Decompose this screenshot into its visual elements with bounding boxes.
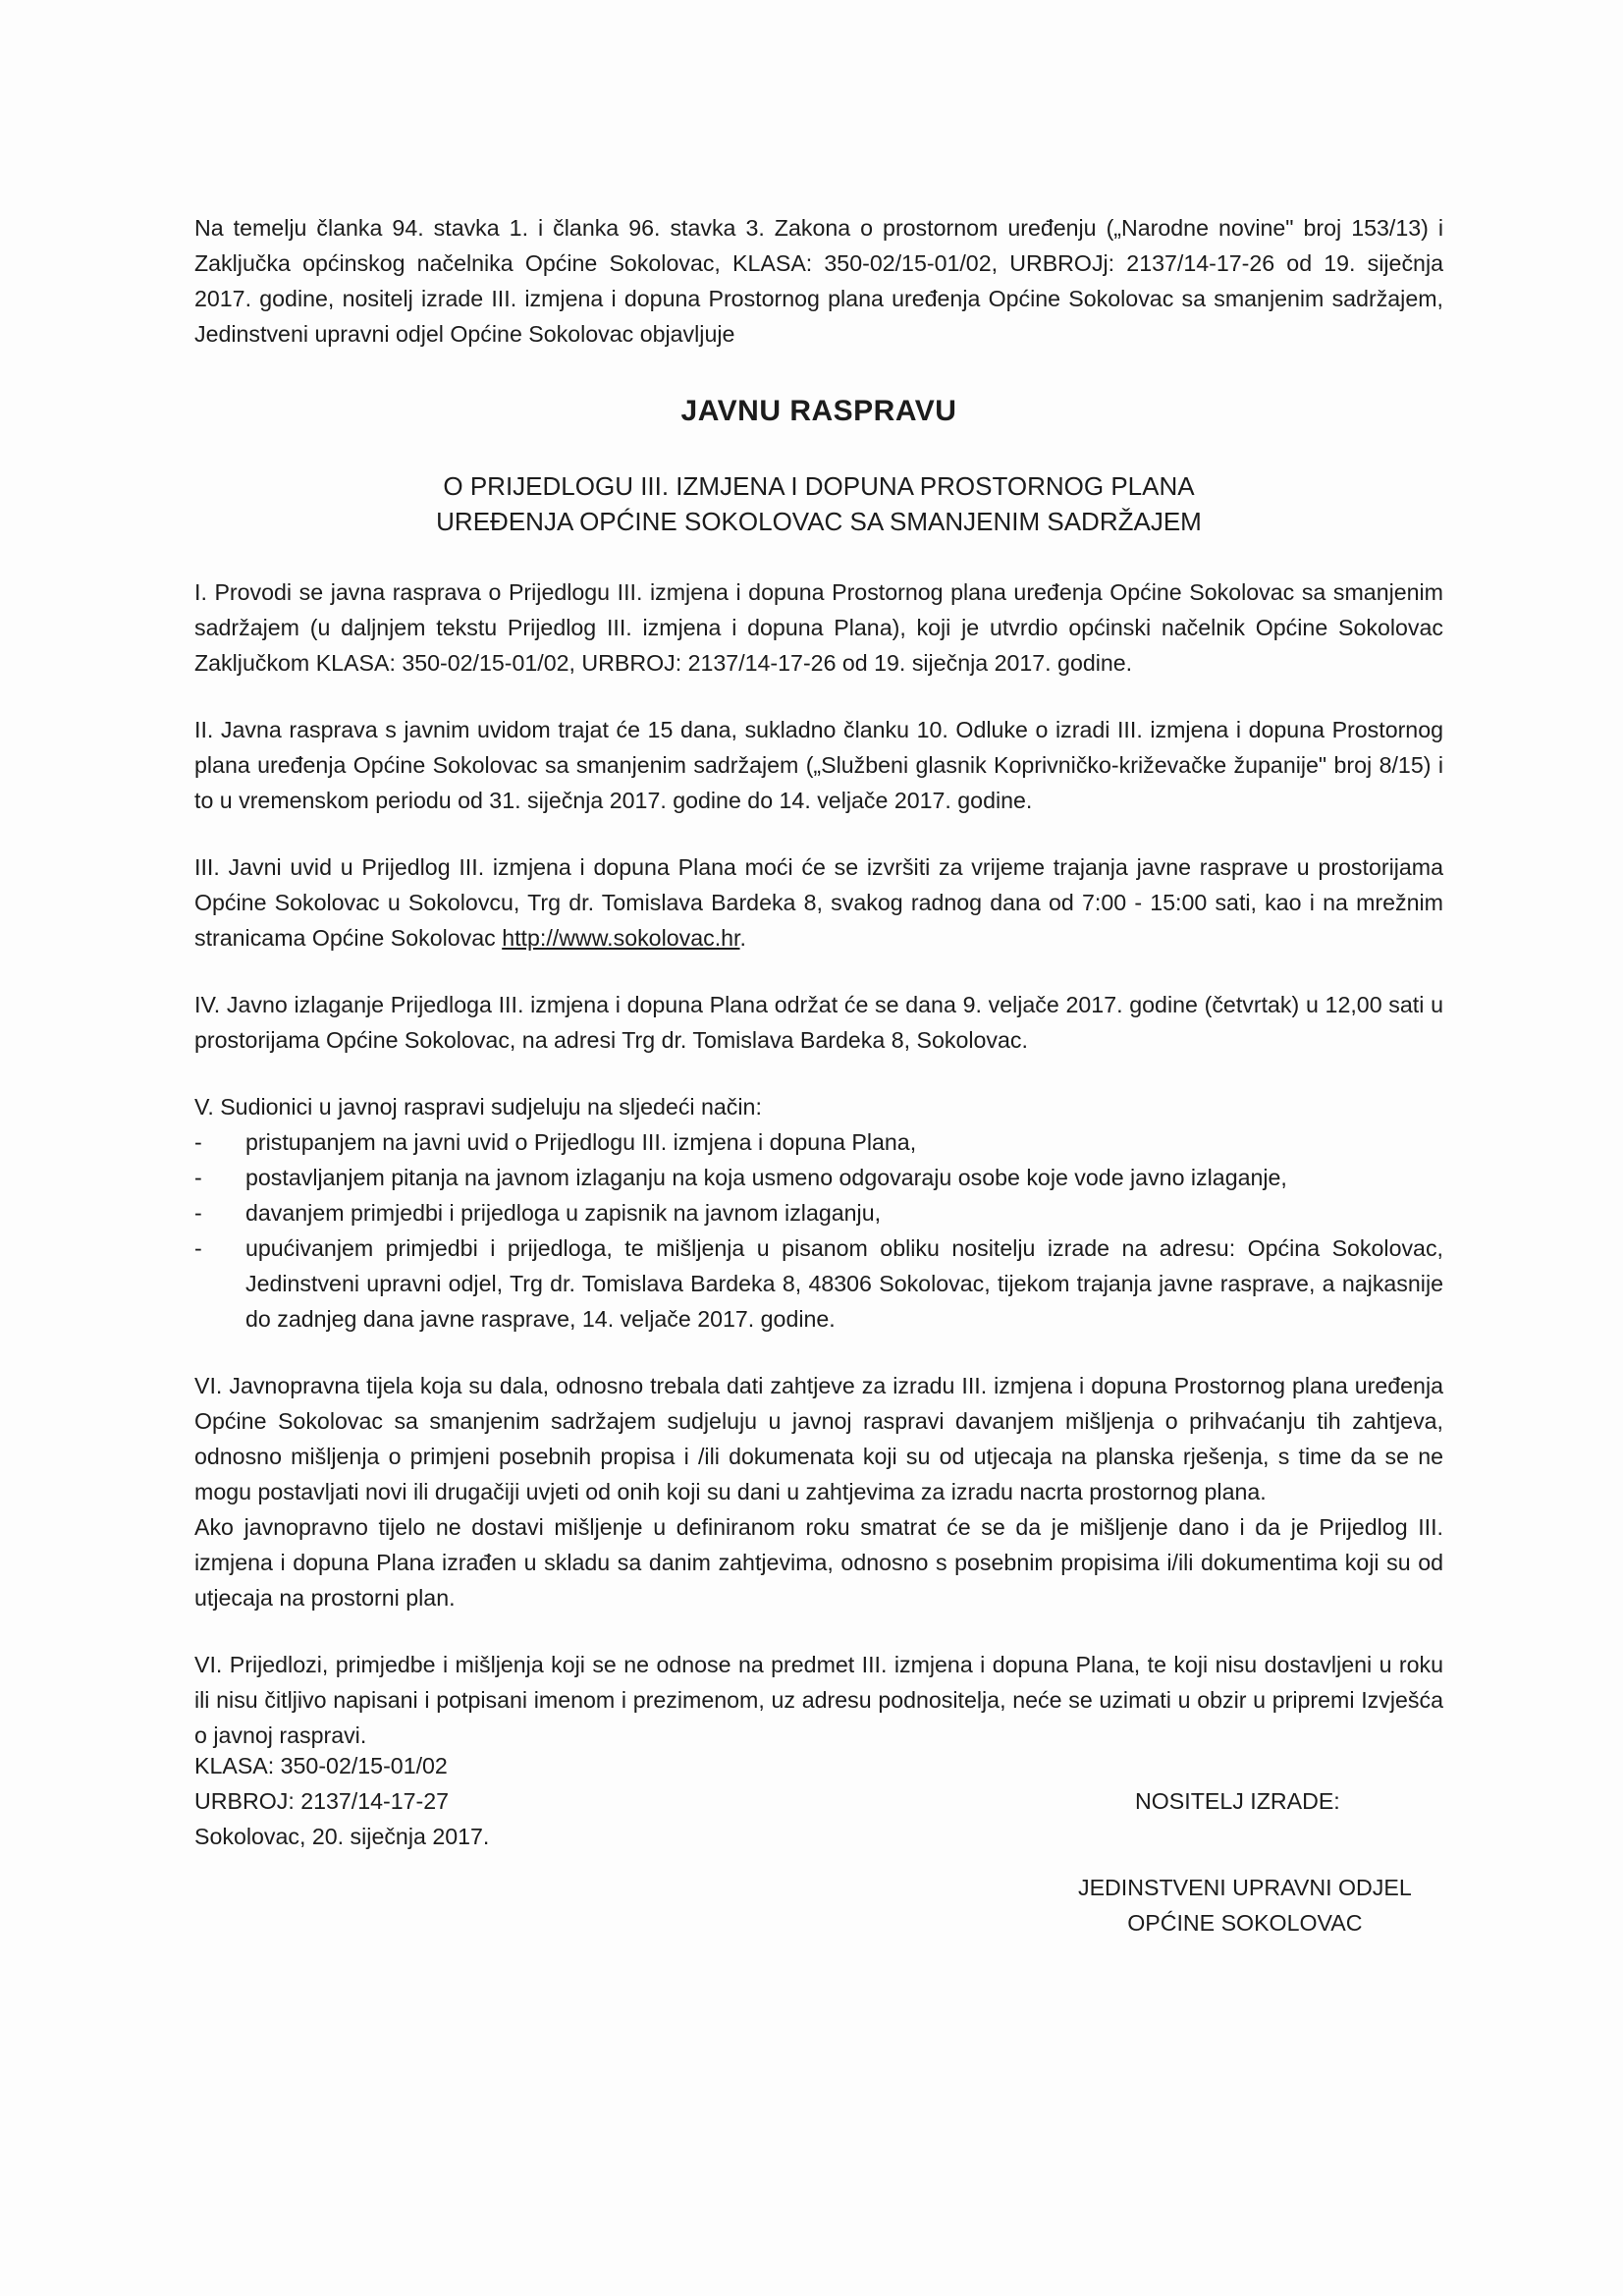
issuer-line-2: OPĆINE SOKOLOVAC — [1127, 1910, 1363, 1936]
subtitle-line-1: O PRIJEDLOGU III. IZMJENA I DOPUNA PROSTORNOG PLANA — [443, 471, 1195, 501]
list-item — [194, 1124, 1443, 1160]
list-item — [194, 1195, 1443, 1230]
section-6 — [194, 1368, 1443, 1615]
intro-paragraph: Na temelju članka 94. stavka 1. i članka 96. stavka 3. Zakona o prostornom uređenju („Narodne novine" broj 153/13) i Zaključka općinskog načelnika Općine Sokolovac, KLASA: 350-02/15-01/02, URBROJj: 2137/14-17-26 od 19. siječnja 2017. godine, nositelj izrade III. izmjena i dopuna Prostornog plana uređenja Općine Sokolovac sa smanjenim sadržajem, Jedinstveni upravni odjel Općine Sokolovac objavljuje — [194, 215, 1443, 347]
list-item — [194, 1160, 1443, 1195]
website-link[interactable]: http://www.sokolovac.hr — [502, 925, 740, 951]
issuer-block — [1078, 1870, 1412, 1941]
list-item — [194, 1230, 1443, 1337]
document-body — [194, 210, 1443, 1784]
list-dash: - — [194, 1165, 202, 1190]
section-2: II. Javna rasprava s javnim uvidom trajat će 15 dana, sukladno članku 10. Odluke o izradi III. izmjena i dopuna Prostornog plana uređenja Općine Sokolovac sa smanjenim sadržajem („Službeni glasnik Koprivničko-križevačke županije" broj 8/15) i to u vremenskom periodu od 31. siječnja 2017. godine do 14. veljače 2017. godine. — [194, 717, 1443, 813]
list-item-text: davanjem primjedbi i prijedloga u zapisnik na javnom izlaganju, — [245, 1200, 882, 1226]
list-dash: - — [194, 1235, 202, 1261]
section-6-paragraph-2: Ako javnopravno tijelo ne dostavi mišljenje u definiranom roku smatrat će se da je mišljenje dano i da je Prijedlog III. izmjena i dopuna Plana izrađen u skladu sa danim zahtjevima, odnosno s posebnim propisima i/ili dokumentima koji su od utjecaja na prostorni plan. — [194, 1514, 1443, 1611]
list-dash: - — [194, 1200, 202, 1226]
list-item-text: postavljanjem pitanja na javnom izlaganju na koja usmeno odgovaraju osobe koje vode javno izlaganje, — [245, 1165, 1287, 1190]
section-3 — [194, 849, 1443, 956]
issuer-label: NOSITELJ IZRADE: — [1135, 1788, 1340, 1814]
section-7: VI. Prijedlozi, primjedbe i mišljenja koji se ne odnose na predmet III. izmjena i dopuna Plana, te koji nisu dostavljeni u roku ili nisu čitljivo napisani i potpisani imenom i prezimenom, uz adresu podnositelja, neće se uzimati u obzir u pripremi Izvješća o javnoj raspravi. — [194, 1652, 1443, 1748]
list-dash: - — [194, 1129, 202, 1155]
section-6-paragraph-1: VI. Javnopravna tijela koja su dala, odnosno trebala dati zahtjeve za izradu III. izmjena i dopuna Prostornog plana uređenja Općine Sokolovac sa smanjenim sadržajem sudjeluju u javnoj raspravi davanjem mišljenja o prihvaćanju tih zahtjeva, odnosno mišljenja o primjeni posebnih propisa i /ili dokumenata koji su od utjecaja na planska rješenja, s time da se ne mogu postavljati novi ili drugačiji uvjeti od onih koji su dani u zahtjevima za izradu nacrta prostornog plana. — [194, 1373, 1443, 1504]
place-date-line: Sokolovac, 20. siječnja 2017. — [194, 1824, 490, 1849]
list-item-text: pristupanjem na javni uvid o Prijedlogu III. izmjena i dopuna Plana, — [245, 1129, 917, 1155]
issuer-line-1: JEDINSTVENI UPRAVNI ODJEL — [1078, 1875, 1412, 1900]
section-3-end: . — [739, 925, 746, 951]
section-4: IV. Javno izlaganje Prijedloga III. izmjena i dopuna Plana održat će se dana 9. veljače 2017. godine (četvrtak) u 12,00 sati u prostorijama Općine Sokolovac, na adresi Trg dr. Tomislava Bardeka 8, Sokolovac. — [194, 992, 1443, 1053]
participation-list — [194, 1124, 1443, 1337]
subtitle-line-2: UREĐENJA OPĆINE SOKOLOVAC SA SMANJENIM SADRŽAJEM — [436, 507, 1202, 536]
section-3-text: III. Javni uvid u Prijedlog III. izmjena i dopuna Plana moći će se izvršiti za vrijeme trajanja javne rasprave u prostorijama Općine Sokolovac u Sokolovcu, Trg dr. Tomislava Bardeka 8, svakog radnog dana od 7:00 - 15:00 sati, kao i na mrežnim stranicama Općine Sokolovac — [194, 854, 1443, 951]
document-title: JAVNU RASPRAVU — [680, 395, 957, 427]
section-5-lead: V. Sudionici u javnoj raspravi sudjeluju na sljedeći način: — [194, 1094, 762, 1120]
section-1: I. Provodi se javna rasprava o Prijedlogu III. izmjena i dopuna Prostornog plana uređenja Općine Sokolovac sa smanjenim sadržajem (u daljnjem tekstu Prijedlog III. izmjena i dopuna Plana), koji je utvrdio općinski načelnik Općine Sokolovac Zaključkom KLASA: 350-02/15-01/02, URBROJ: 2137/14-17-26 od 19. siječnja 2017. godine. — [194, 579, 1443, 676]
section-5 — [194, 1089, 1443, 1337]
document-subtitle — [194, 468, 1443, 539]
urbroj-line: URBROJ: 2137/14-17-27 — [194, 1788, 450, 1814]
list-item-text: upućivanjem primjedbi i prijedloga, te mišljenja u pisanom obliku nositelju izrade na adresu: Općina Sokolovac, Jedinstveni upravni odjel, Trg dr. Tomislava Bardeka 8, 48306 Sokolovac, tijekom trajanja javne rasprave, a najkasnije do zadnjeg dana javne rasprave, 14. veljače 2017. godine. — [245, 1235, 1443, 1332]
klasa-line: KLASA: 350-02/15-01/02 — [194, 1753, 448, 1778]
reference-block — [194, 1748, 489, 1854]
